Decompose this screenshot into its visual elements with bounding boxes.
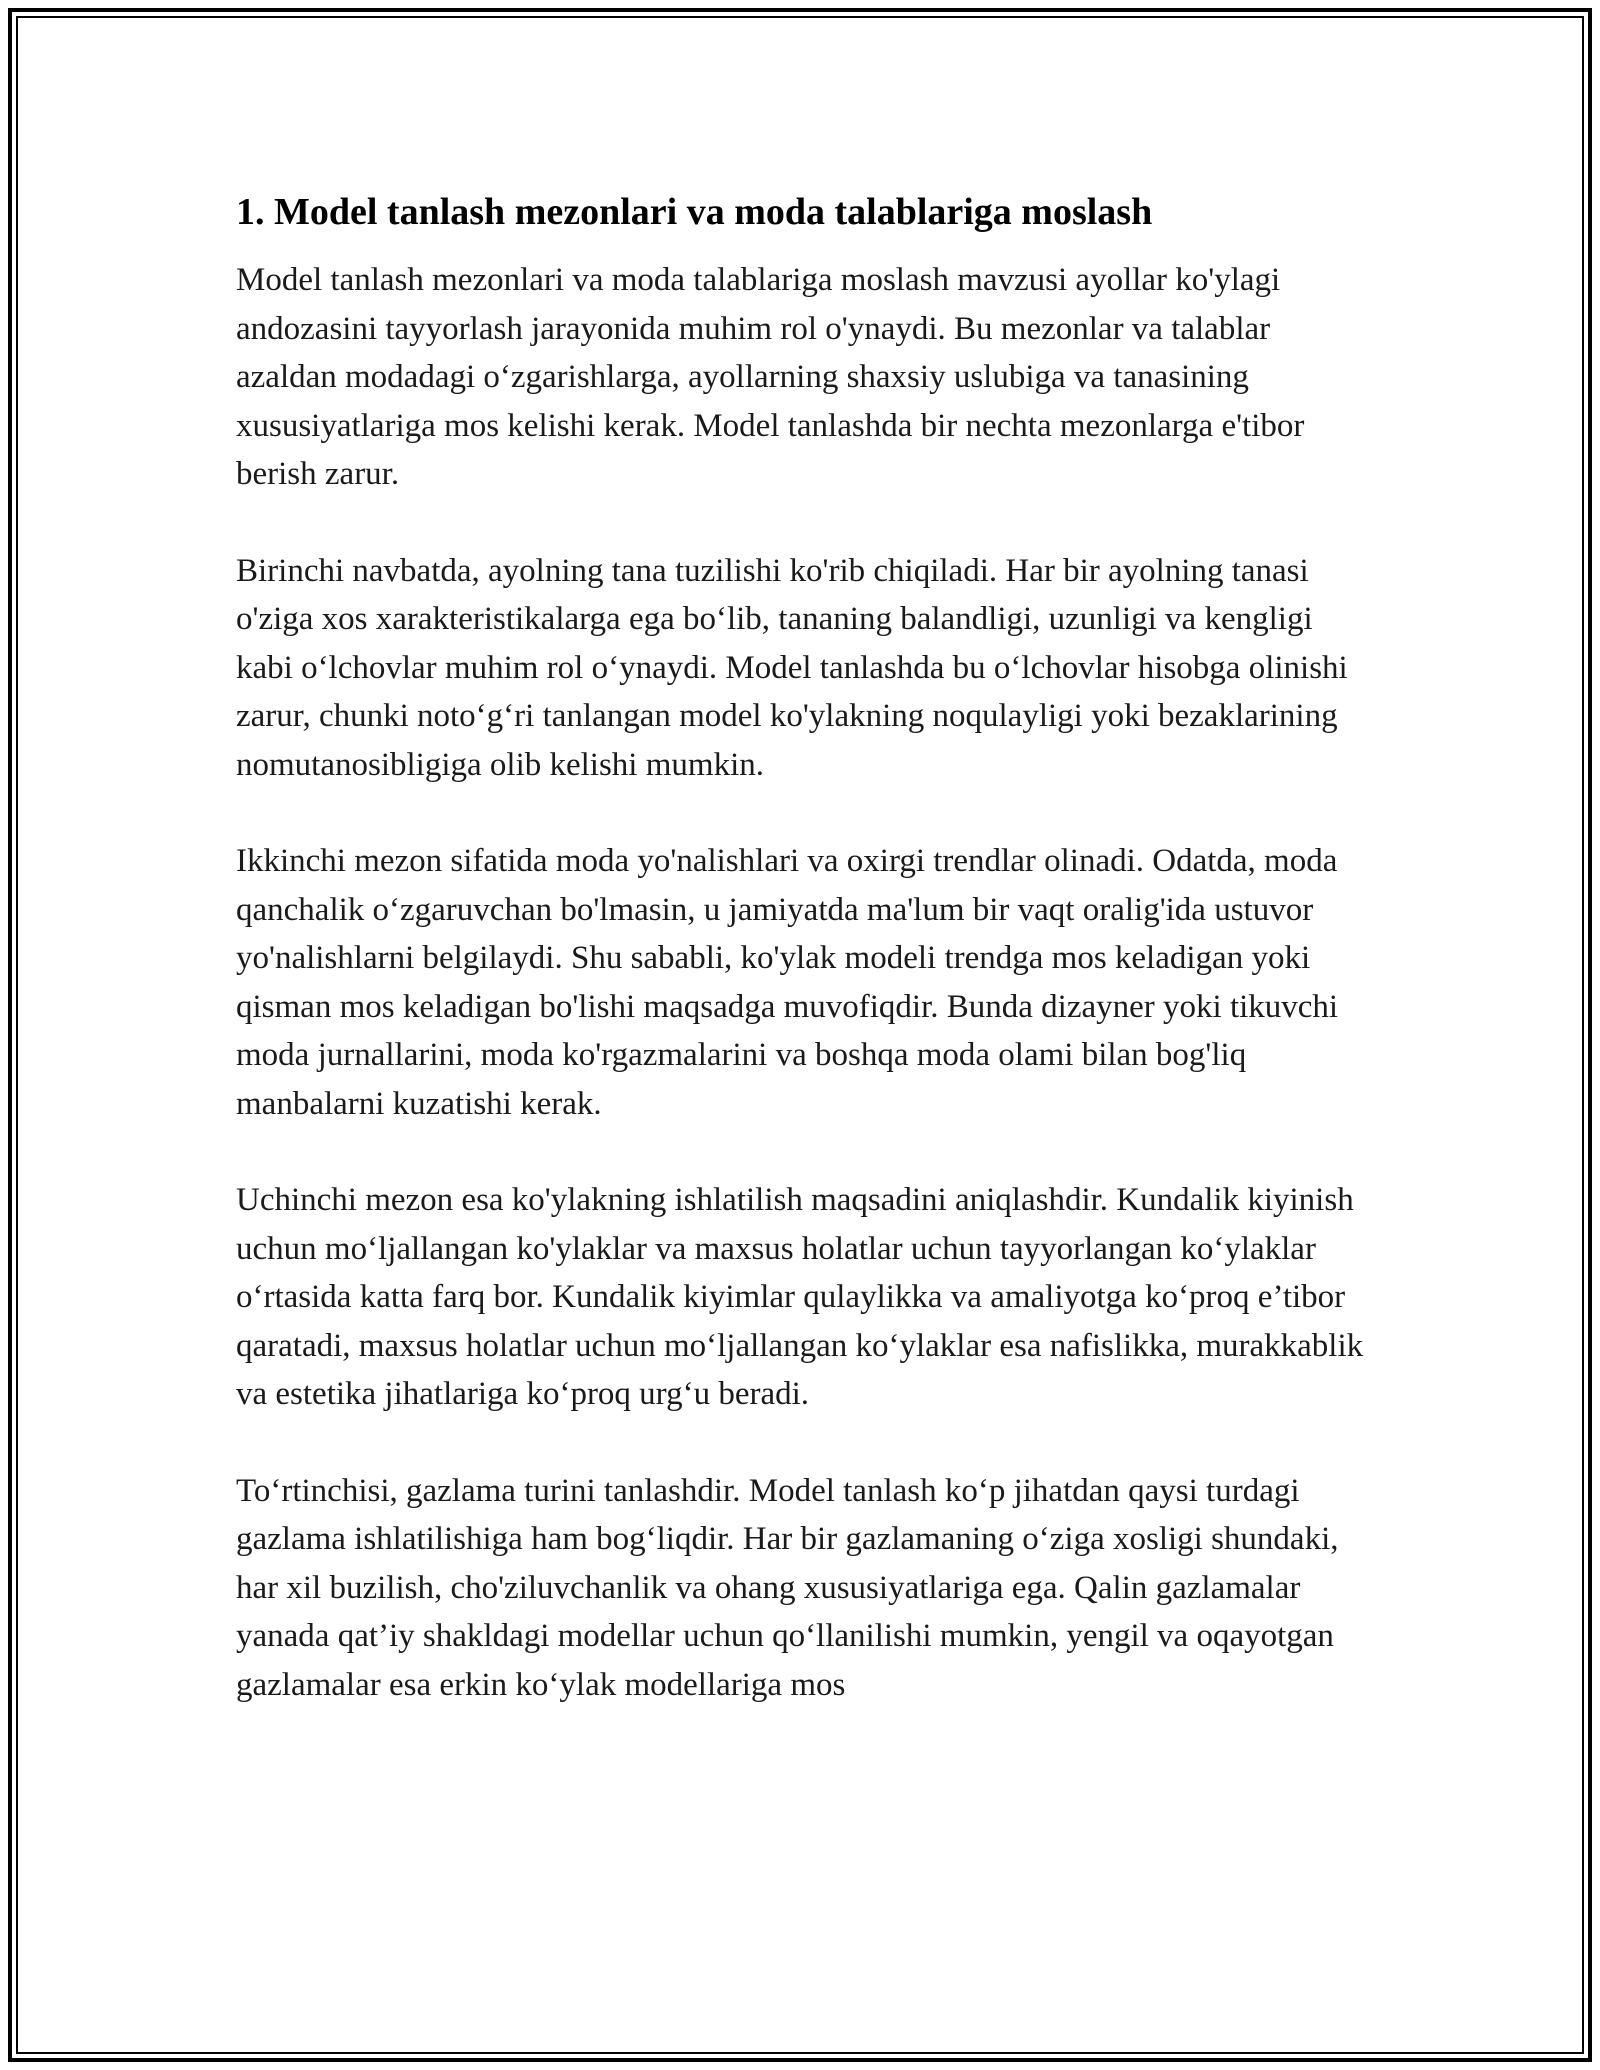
paragraph: Ikkinchi mezon sifatida moda yo'nalishlari va oxirgi trendlar olinadi. Odatda, moda qanchalik o‘zgaruvchan bo'lmasin, u jamiyatda ma'lum bir vaqt oralig'ida ustuvor yo'nalishlarni belgilaydi. Shu sababli, ko'ylak modeli trendga mos keladigan yoki qisman mos keladigan bo'lishi maqsadga muvofiqdir. Bunda dizayner yoki tikuvchi moda jurnallarini, moda ko'rgazmalarini va boshqa moda olami bilan bog'liq manbalarni kuzatishi kerak. bbox=[236, 843, 1339, 1122]
paragraph: Uchinchi mezon esa ko'ylakning ishlatilish maqsadini aniqlashdir. Kundalik kiyinish uchun mo‘ljallangan ko'ylaklar va maxsus holatlar uchun tayyorlangan ko‘ylaklar o‘rtasida katta farq bor. Kundalik kiyimlar qulaylikka va amaliyotga ko‘proq e’tibor qaratadi, maxsus holatlar uchun mo‘ljallangan ko‘ylaklar esa nafislikka, murakkablik va estetika jihatlariga ko‘proq urg‘u beradi. bbox=[236, 1182, 1364, 1412]
paragraph: Model tanlash mezonlari va moda talablariga moslash mavzusi ayollar ko'ylagi andozasini tayyorlash jarayonida muhim rol o'ynaydi. Bu mezonlar va talablar azaldan modadagi o‘zgarishlarga, ayollarning shaxsiy uslubiga va tanasining xususiyatlariga mos kelishi kerak. Model tanlashda bir nechta mezonlarga e'tibor berish zarur. bbox=[236, 262, 1305, 492]
section-heading: 1. Model tanlash mezonlari va moda talablariga moslash bbox=[236, 191, 1153, 233]
paragraph: Birinchi navbatda, ayolning tana tuzilishi ko'rib chiqiladi. Har bir ayolning tanasi o'ziga xos xarakteristikalarga ega bo‘lib, tananing balandligi, uzunligi va kengligi kabi o‘lchovlar muhim rol o‘ynaydi. Model tanlashda bu o‘lchovlar hisobga olinishi zarur, chunki noto‘g‘ri tanlangan model ko'ylakning noqulayligi yoki bezaklarining nomutanosibligiga olib kelishi mumkin. bbox=[236, 552, 1348, 783]
document-body bbox=[236, 188, 1376, 1757]
paragraph: To‘rtinchisi, gazlama turini tanlashdir. Model tanlash ko‘p jihatdan qaysi turdagi gazlama ishlatilishiga ham bog‘liqdir. Har bir gazlamaning o‘ziga xosligi shundaki, har xil buzilish, cho'ziluvchanlik va ohang xususiyatlariga ega. Qalin gazlamalar yanada qat’iy shakldagi modellar uchun qo‘llanilishi mumkin, yengil va oqayotgan gazlamalar esa erkin ko‘ylak modellariga mos bbox=[236, 1472, 1339, 1703]
